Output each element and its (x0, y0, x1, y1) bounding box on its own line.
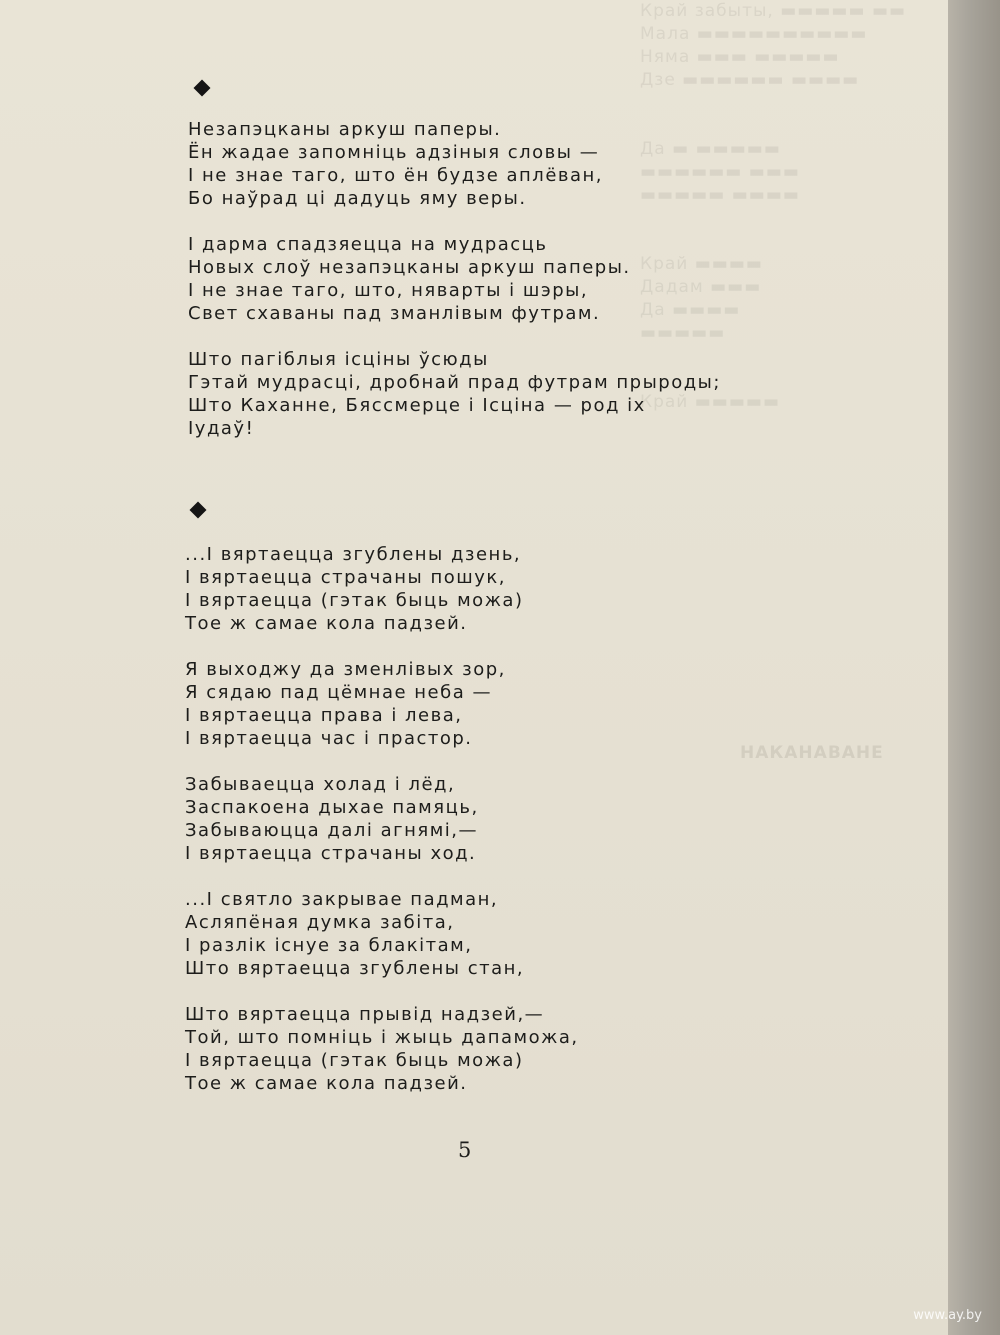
poem-line: Іудаў! (188, 418, 255, 439)
stanza (188, 233, 721, 325)
poem-line: Што Каханне, Бяссмерце і Ісціна — род іх (188, 395, 646, 416)
poem-line: Забываецца холад і лёд, (185, 774, 456, 795)
poem-line: Я выходжу да зменлівых зор, (185, 659, 506, 680)
poem-line: Я сядаю пад цёмнае неба — (185, 682, 492, 703)
bleed-through-text: Край забыты, ▬▬▬▬▬ ▬▬ Мала ▬▬▬▬▬▬▬▬▬▬ Няма ▬▬▬ ▬▬▬▬▬ Дзе ▬▬▬▬▬▬ ▬▬▬▬ Да ▬ ▬▬▬▬▬ ▬▬▬▬▬▬ ▬▬▬ ▬▬▬▬▬ ▬▬▬▬ Край ▬▬▬▬ Дадам ▬▬▬ Да ▬▬▬▬ ▬▬▬▬▬ Край ▬▬▬▬▬ (640, 1, 907, 412)
bleed-through-heading: НАКАНАВАНЕ (740, 743, 884, 763)
poem-line: І вяртаецца страчаны ход. (185, 843, 477, 864)
section-divider-diamond-1 (194, 80, 211, 97)
poem-line: І вяртаецца (гэтак быць можа) (185, 1050, 524, 1071)
stanza (188, 348, 721, 440)
stanza (185, 773, 579, 865)
poem-line: Забываюцца далі агнямі,— (185, 820, 479, 841)
poem-line: І разлік існуе за блакітам, (185, 935, 473, 956)
poem-line: Тое ж самае кола падзей. (185, 613, 468, 634)
poem-line: Новых слоў незапэцканы аркуш паперы. (188, 257, 631, 278)
poem-line: Тое ж самае кола падзей. (185, 1073, 468, 1094)
poem-line: І не знае таго, што, няварты і шэры, (188, 280, 589, 301)
poem-2 (185, 543, 579, 1118)
poem-line: Асляпёная думка забіта, (185, 912, 455, 933)
next-page-edge (948, 0, 1000, 1335)
poem-line: Што пагіблыя ісціны ўсюды (188, 349, 489, 370)
stanza (185, 1003, 579, 1095)
poem-1 (188, 118, 721, 463)
poem-line: ...І святло закрывае падман, (185, 889, 499, 910)
poem-line: І дарма спадзяецца на мудрасць (188, 234, 548, 255)
watermark: www.ay.by (913, 1308, 982, 1323)
poem-line: Ён жадае запомніць адзіныя словы — (188, 142, 600, 163)
page-number: 5 (458, 1138, 472, 1162)
poem-line: Што вяртаецца прывід надзей,— (185, 1004, 545, 1025)
poem-line: Незапэцканы аркуш паперы. (188, 119, 502, 140)
poem-line: Свет схаваны пад зманлівым футрам. (188, 303, 601, 324)
poem-line: Той, што помніць і жыць дапаможа, (185, 1027, 579, 1048)
stanza (185, 543, 579, 635)
poem-line: Гэтай мудрасці, дробнай прад футрам прыроды; (188, 372, 721, 393)
stanza (188, 118, 721, 210)
poem-line: І вяртаецца права і лева, (185, 705, 463, 726)
stanza (185, 658, 579, 750)
section-divider-diamond-2 (190, 502, 207, 519)
poem-line: ...І вяртаецца згублены дзень, (185, 544, 522, 565)
poem-line: Што вяртаецца згублены стан, (185, 958, 525, 979)
poem-line: І вяртаецца страчаны пошук, (185, 567, 506, 588)
poem-line: І вяртаецца (гэтак быць можа) (185, 590, 524, 611)
poem-line: Заспакоена дыхае памяць, (185, 797, 479, 818)
poem-line: Бо наўрад ці дадуць яму веры. (188, 188, 527, 209)
poem-line: І не знае таго, што ён будзе аплёван, (188, 165, 604, 186)
stanza (185, 888, 579, 980)
poem-line: І вяртаецца час і прастор. (185, 728, 473, 749)
